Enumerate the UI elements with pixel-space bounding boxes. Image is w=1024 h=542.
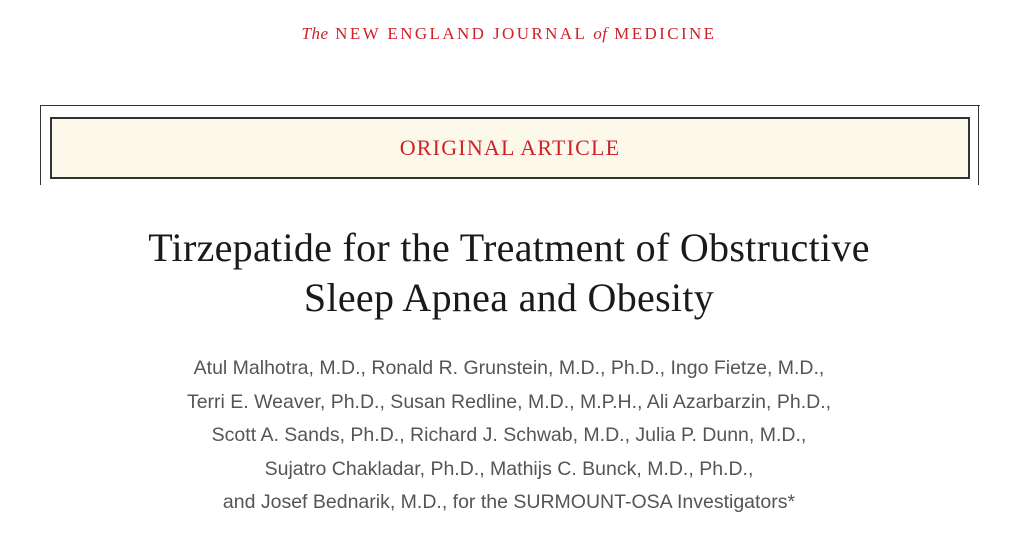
frame-left-rule bbox=[40, 105, 41, 185]
article-title-line: Tirzepatide for the Treatment of Obstructive bbox=[148, 225, 870, 270]
author-line: Terri E. Weaver, Ph.D., Susan Redline, M.D., M.P.H., Ali Azarbarzin, Ph.D., bbox=[186, 390, 832, 413]
author-line: Sujatro Chakladar, Ph.D., Mathijs C. Bunck, M.D., Ph.D., bbox=[264, 457, 754, 480]
masthead-of: of bbox=[593, 24, 608, 43]
journal-masthead bbox=[0, 24, 1018, 44]
masthead-the: The bbox=[301, 24, 329, 43]
frame-right-rule bbox=[978, 105, 979, 185]
article-type-label: ORIGINAL ARTICLE bbox=[399, 135, 621, 160]
author-line: Atul Malhotra, M.D., Ronald R. Grunstein, M.D., Ph.D., Ingo Fietze, M.D., bbox=[193, 357, 825, 379]
author-list bbox=[0, 352, 1018, 520]
author-line: Scott A. Sands, Ph.D., Richard J. Schwab, M.D., Julia P. Dunn, M.D., bbox=[211, 424, 807, 446]
frame-top-rule bbox=[40, 105, 980, 106]
masthead-name-part1: NEW ENGLAND JOURNAL bbox=[335, 24, 587, 43]
article-title-line: Sleep Apnea and Obesity bbox=[303, 275, 715, 320]
author-line: and Josef Bednarik, M.D., for the SURMOUNT-OSA Investigators* bbox=[222, 491, 796, 513]
masthead-name-part2: MEDICINE bbox=[614, 24, 717, 43]
article-title bbox=[0, 223, 1018, 323]
article-type-banner bbox=[50, 117, 970, 179]
